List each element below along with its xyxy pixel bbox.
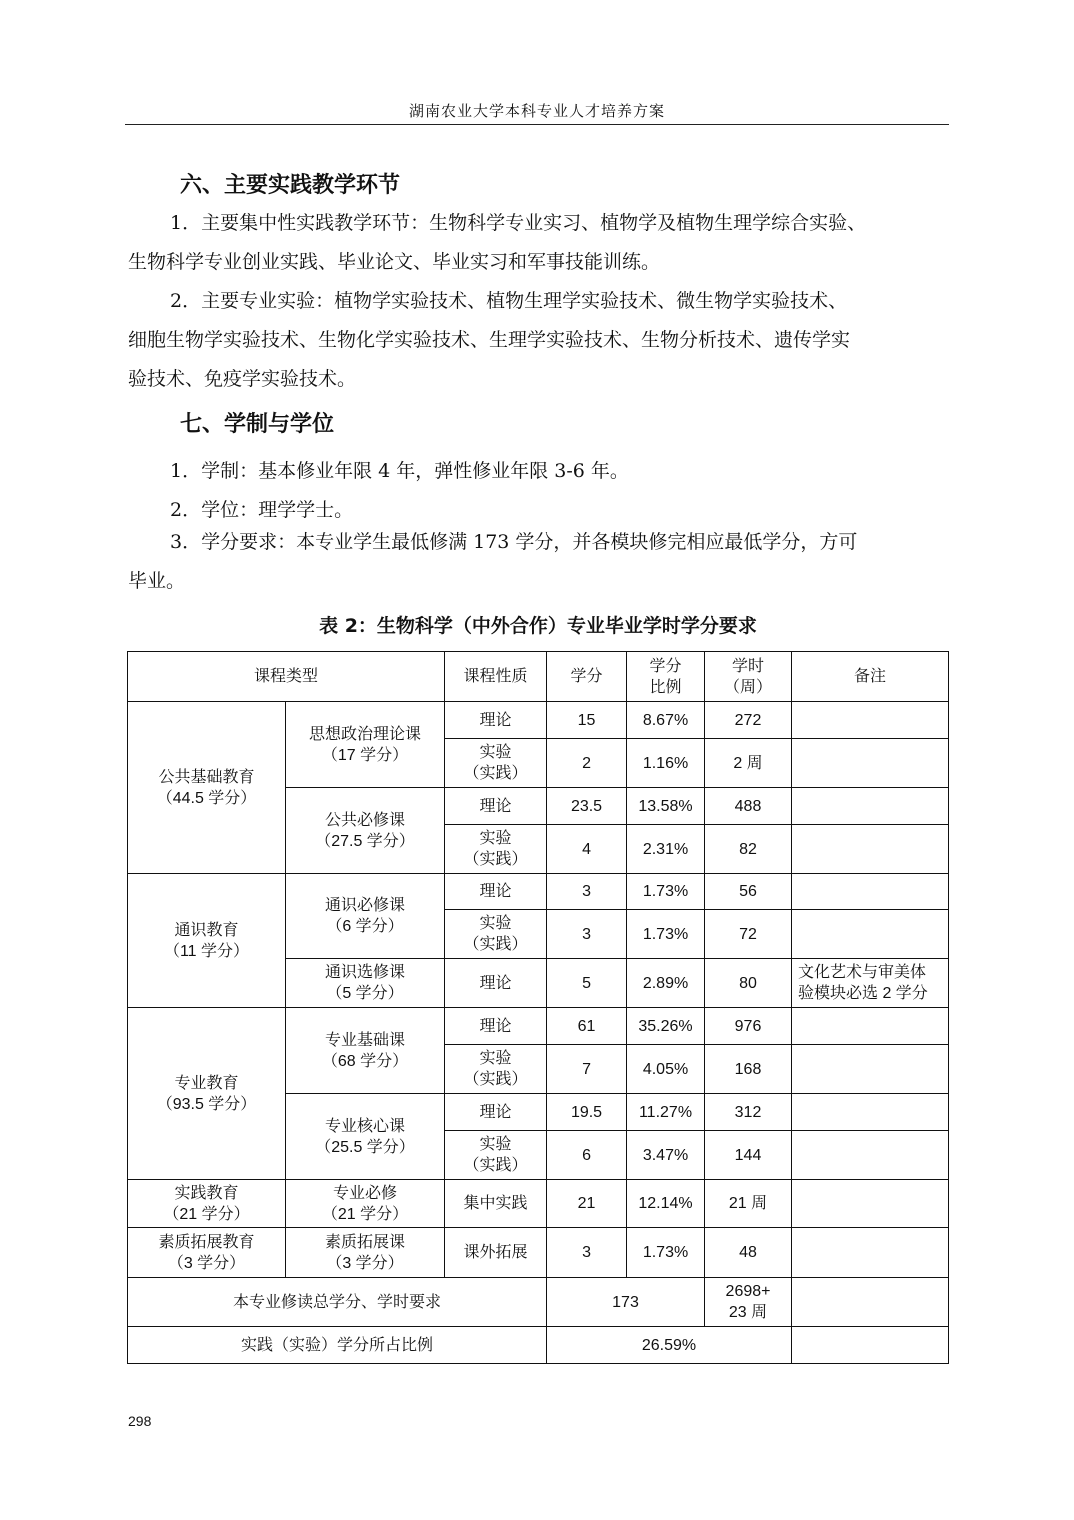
- ratio-cell: 1.73%: [627, 910, 705, 959]
- note-cell: [792, 1180, 949, 1228]
- item-schooling: 1．学制：基本修业年限 4 年，弹性修业年限 3-6 年。: [170, 460, 629, 482]
- nature-cell: 理论: [445, 1008, 547, 1045]
- header-course-type: 课程类型: [128, 652, 445, 702]
- ratio-cell: 35.26%: [627, 1008, 705, 1045]
- credit-cell: 21: [547, 1180, 627, 1228]
- paragraph-line: 验技术、免疫学实验技术。: [128, 368, 357, 390]
- section-heading-7: 七、学制与学位: [180, 412, 335, 437]
- credit-cell: 3: [547, 874, 627, 910]
- credit-cell: 3: [547, 910, 627, 959]
- hours-cell: 2 周: [705, 739, 792, 788]
- header-nature: 课程性质: [445, 652, 547, 702]
- item-degree: 2．学位：理学学士。: [170, 499, 354, 521]
- credit-cell: 19.5: [547, 1094, 627, 1131]
- note-cell: [792, 1278, 949, 1327]
- total-label: 本专业修读总学分、学时要求: [128, 1278, 547, 1327]
- header-note: 备注: [792, 652, 949, 702]
- group-cell: 实践教育 （21 学分）: [128, 1180, 286, 1228]
- paragraph-practice-links: [128, 204, 946, 282]
- nature-cell: 理论: [445, 1094, 547, 1131]
- credit-cell: 15: [547, 702, 627, 739]
- table-title: 表 2：生物科学（中外合作）专业毕业学时学分要求: [319, 615, 757, 637]
- hours-cell: 48: [705, 1228, 792, 1278]
- note-cell: [792, 874, 949, 910]
- ratio-cell: 11.27%: [627, 1094, 705, 1131]
- note-cell: [792, 1094, 949, 1131]
- ratio-cell: 1.73%: [627, 1228, 705, 1278]
- subgroup-cell: 思想政治理论课 （17 学分）: [286, 702, 445, 788]
- subgroup-cell: 专业核心课 （25.5 学分）: [286, 1094, 445, 1180]
- note-cell: [792, 1228, 949, 1278]
- hours-cell: 144: [705, 1131, 792, 1180]
- nature-cell: 集中实践: [445, 1180, 547, 1228]
- hours-cell: 168: [705, 1045, 792, 1094]
- table-total-row: [128, 1278, 949, 1327]
- page-header: 湖南农业大学本科专业人才培养方案: [408, 102, 665, 120]
- paragraph-line: 1．主要集中性实践教学环节：生物科学专业实习、植物学及植物生理学综合实验、: [170, 212, 867, 234]
- header-credit: 学分: [547, 652, 627, 702]
- note-cell: [792, 1327, 949, 1364]
- credit-cell: 7: [547, 1045, 627, 1094]
- paragraph-line: 细胞生物学实验技术、生物化学实验技术、生理学实验技术、生物分析技术、遗传学实: [128, 329, 851, 351]
- item-credit-requirement: [128, 523, 946, 601]
- hours-cell: 272: [705, 702, 792, 739]
- note-cell: [792, 910, 949, 959]
- table-row: [128, 874, 949, 910]
- group-cell: 通识教育 （11 学分）: [128, 874, 286, 1008]
- ratio-cell: 1.16%: [627, 739, 705, 788]
- ratio-cell: 1.73%: [627, 874, 705, 910]
- header-hours: 学时 （周）: [705, 652, 792, 702]
- note-cell: [792, 739, 949, 788]
- hours-cell: 488: [705, 788, 792, 825]
- page-number: 298: [128, 1413, 152, 1429]
- ratio-cell: 12.14%: [627, 1180, 705, 1228]
- credit-requirements-table: [127, 651, 949, 1364]
- nature-cell: 实验 （实践）: [445, 910, 547, 959]
- practice-ratio: 26.59%: [547, 1327, 792, 1364]
- nature-cell: 实验 （实践）: [445, 825, 547, 874]
- note-cell: [792, 825, 949, 874]
- nature-cell: 理论: [445, 702, 547, 739]
- ratio-cell: 8.67%: [627, 702, 705, 739]
- table-row: [128, 702, 949, 739]
- paragraph-line: 2．主要专业实验：植物学实验技术、植物生理学实验技术、微生物学实验技术、: [170, 290, 848, 312]
- ratio-cell: 3.47%: [627, 1131, 705, 1180]
- ratio-cell: 2.89%: [627, 959, 705, 1008]
- total-hours: 2698+ 23 周: [705, 1278, 792, 1327]
- note-cell: 文化艺术与审美体 验模块必选 2 学分: [792, 959, 949, 1008]
- credit-cell: 4: [547, 825, 627, 874]
- paragraph-experiments: [128, 282, 946, 399]
- hours-cell: 80: [705, 959, 792, 1008]
- hours-cell: 312: [705, 1094, 792, 1131]
- nature-cell: 课外拓展: [445, 1228, 547, 1278]
- subgroup-cell: 素质拓展课 （3 学分）: [286, 1228, 445, 1278]
- subgroup-cell: 通识必修课 （6 学分）: [286, 874, 445, 959]
- credit-cell: 61: [547, 1008, 627, 1045]
- credit-cell: 6: [547, 1131, 627, 1180]
- note-cell: [792, 1131, 949, 1180]
- credit-cell: 3: [547, 1228, 627, 1278]
- paragraph-line: 生物科学专业创业实践、毕业论文、毕业实习和军事技能训练。: [128, 251, 661, 273]
- ratio-cell: 2.31%: [627, 825, 705, 874]
- hours-cell: 82: [705, 825, 792, 874]
- group-cell: 公共基础教育 （44.5 学分）: [128, 702, 286, 874]
- table-row: [128, 1180, 949, 1228]
- nature-cell: 实验 （实践）: [445, 1045, 547, 1094]
- nature-cell: 理论: [445, 874, 547, 910]
- credit-cell: 5: [547, 959, 627, 1008]
- note-cell: [792, 788, 949, 825]
- paragraph-line: 毕业。: [128, 570, 186, 592]
- credit-cell: 2: [547, 739, 627, 788]
- credit-cell: 23.5: [547, 788, 627, 825]
- table-row: [128, 1228, 949, 1278]
- table-header-row: [128, 652, 949, 702]
- total-credit: 173: [547, 1278, 705, 1327]
- header-ratio: 学分 比例: [627, 652, 705, 702]
- ratio-cell: 4.05%: [627, 1045, 705, 1094]
- group-cell: 专业教育 （93.5 学分）: [128, 1008, 286, 1180]
- note-cell: [792, 1008, 949, 1045]
- note-cell: [792, 1045, 949, 1094]
- hours-cell: 56: [705, 874, 792, 910]
- table-practice-row: [128, 1327, 949, 1364]
- nature-cell: 实验 （实践）: [445, 1131, 547, 1180]
- subgroup-cell: 公共必修课 （27.5 学分）: [286, 788, 445, 874]
- subgroup-cell: 专业必修 （21 学分）: [286, 1180, 445, 1228]
- practice-label: 实践（实验）学分所占比例: [128, 1327, 547, 1364]
- hours-cell: 976: [705, 1008, 792, 1045]
- nature-cell: 理论: [445, 959, 547, 1008]
- header-rule: [125, 124, 949, 125]
- subgroup-cell: 专业基础课 （68 学分）: [286, 1008, 445, 1094]
- note-cell: [792, 702, 949, 739]
- group-cell: 素质拓展教育 （3 学分）: [128, 1228, 286, 1278]
- nature-cell: 理论: [445, 788, 547, 825]
- table-row: [128, 1008, 949, 1045]
- paragraph-line: 3．学分要求：本专业学生最低修满 173 学分，并各模块修完相应最低学分，方可: [170, 531, 858, 553]
- ratio-cell: 13.58%: [627, 788, 705, 825]
- hours-cell: 21 周: [705, 1180, 792, 1228]
- hours-cell: 72: [705, 910, 792, 959]
- section-heading-6: 六、主要实践教学环节: [180, 173, 401, 198]
- subgroup-cell: 通识选修课 （5 学分）: [286, 959, 445, 1008]
- nature-cell: 实验 （实践）: [445, 739, 547, 788]
